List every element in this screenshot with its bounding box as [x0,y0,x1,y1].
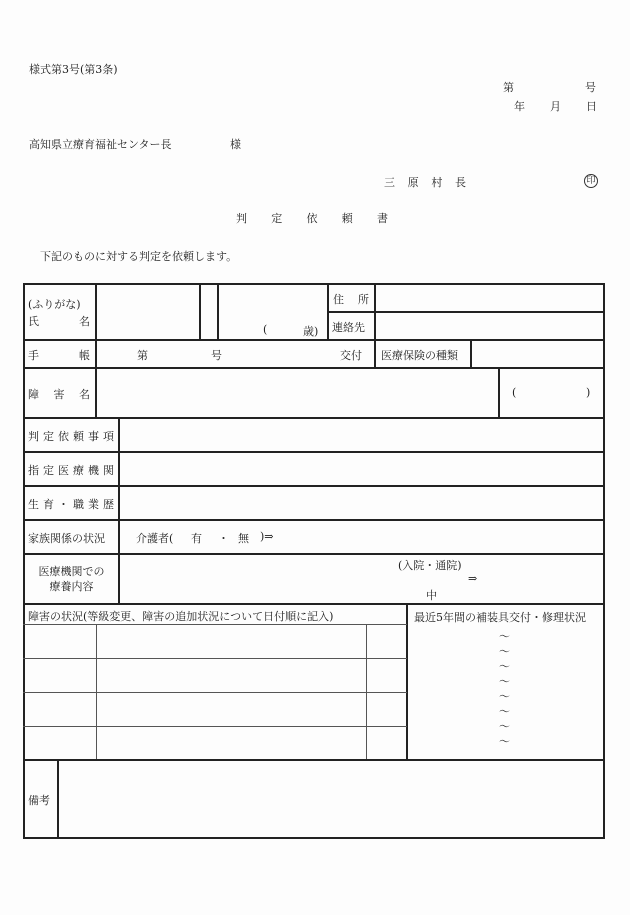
disability-name-label: 障 害 名 [28,388,90,401]
disability-status-header: 障害の状況(等級変更、障害の追加状況について日付順に記入) [28,610,334,623]
age-unit: 歳) [303,325,319,338]
issued-label: 交付 [340,349,362,362]
sender: 三 原 村 長 [384,176,466,189]
designated-medical-field[interactable] [120,453,603,485]
form-number: 様式第3号(第3条) [29,63,118,76]
equipment-period: ～ [499,735,510,748]
equipment-period: ～ [499,660,510,673]
equipment-header: 最近5年間の補装具交付・修理状況 [414,611,586,624]
doc-number-suffix: 号 [585,81,596,94]
equipment-list[interactable] [408,626,603,759]
medical-treatment-field[interactable]: (入院・通院) ⇒ 中 [398,559,478,602]
date-month: 月 [550,100,561,113]
techo-label: 手 帳 [28,349,90,362]
doc-number-prefix: 第 [503,81,514,94]
techo-number-field[interactable] [97,341,374,367]
insurance-field[interactable] [472,341,603,367]
addressee-honorific: 様 [230,138,241,151]
seal-icon: 印 [584,174,598,188]
contact-label: 連絡先 [332,321,365,334]
caregiver-yes[interactable]: 有 [191,532,202,545]
remarks-field[interactable] [59,761,603,837]
disability-grade-field[interactable]: ( ) [512,386,591,399]
equipment-period: ～ [499,705,510,718]
age-field[interactable] [219,285,327,339]
remarks-label: 備考 [28,794,50,807]
name-label: 氏 名 [28,315,90,328]
medical-treatment-label-line1: 医療機関での [38,565,105,578]
upbringing-career-field[interactable] [120,487,603,519]
caregiver-no[interactable]: 無 [238,532,249,545]
equipment-period: ～ [499,645,510,658]
intro-text: 下記のものに対する判定を依頼します。 [40,250,238,263]
document-title: 判 定 依 頼 書 [236,212,388,225]
insurance-label: 医療保険の種類 [381,349,458,362]
addressee: 高知県立療育福祉センター長 [29,138,172,151]
contact-field[interactable] [376,313,603,339]
disability-status-grid[interactable] [25,626,406,759]
address-label: 住 所 [333,293,369,306]
seal-mark [584,173,598,188]
furigana-label: (ふりがな) [28,298,81,311]
family-status-field[interactable]: 介護者( 有 ・ 無 )⇒ [136,530,274,545]
equipment-period: ～ [499,675,510,688]
equipment-period: ～ [499,720,510,733]
designated-medical-label: 指 定 医 療 機 関 [28,464,114,477]
equipment-period: ～ [499,690,510,703]
age-open-paren: ( [263,323,268,336]
equipment-period: ～ [499,630,510,643]
techo-number-suffix: 号 [211,349,222,362]
judgment-request-label: 判 定 依 頼 事 項 [28,430,114,443]
furigana-name-field[interactable] [97,285,199,339]
address-field[interactable] [376,285,603,311]
techo-number-prefix: 第 [137,349,148,362]
date-year: 年 [514,100,525,113]
medical-treatment-label-line2: 療養内容 [49,580,94,593]
family-status-label: 家族関係の状況 [28,532,105,545]
disability-name-field[interactable] [97,369,498,417]
judgment-request-field[interactable] [120,419,603,451]
upbringing-career-label: 生 育 ・ 職 業 歴 [28,498,114,511]
date-day: 日 [586,100,597,113]
